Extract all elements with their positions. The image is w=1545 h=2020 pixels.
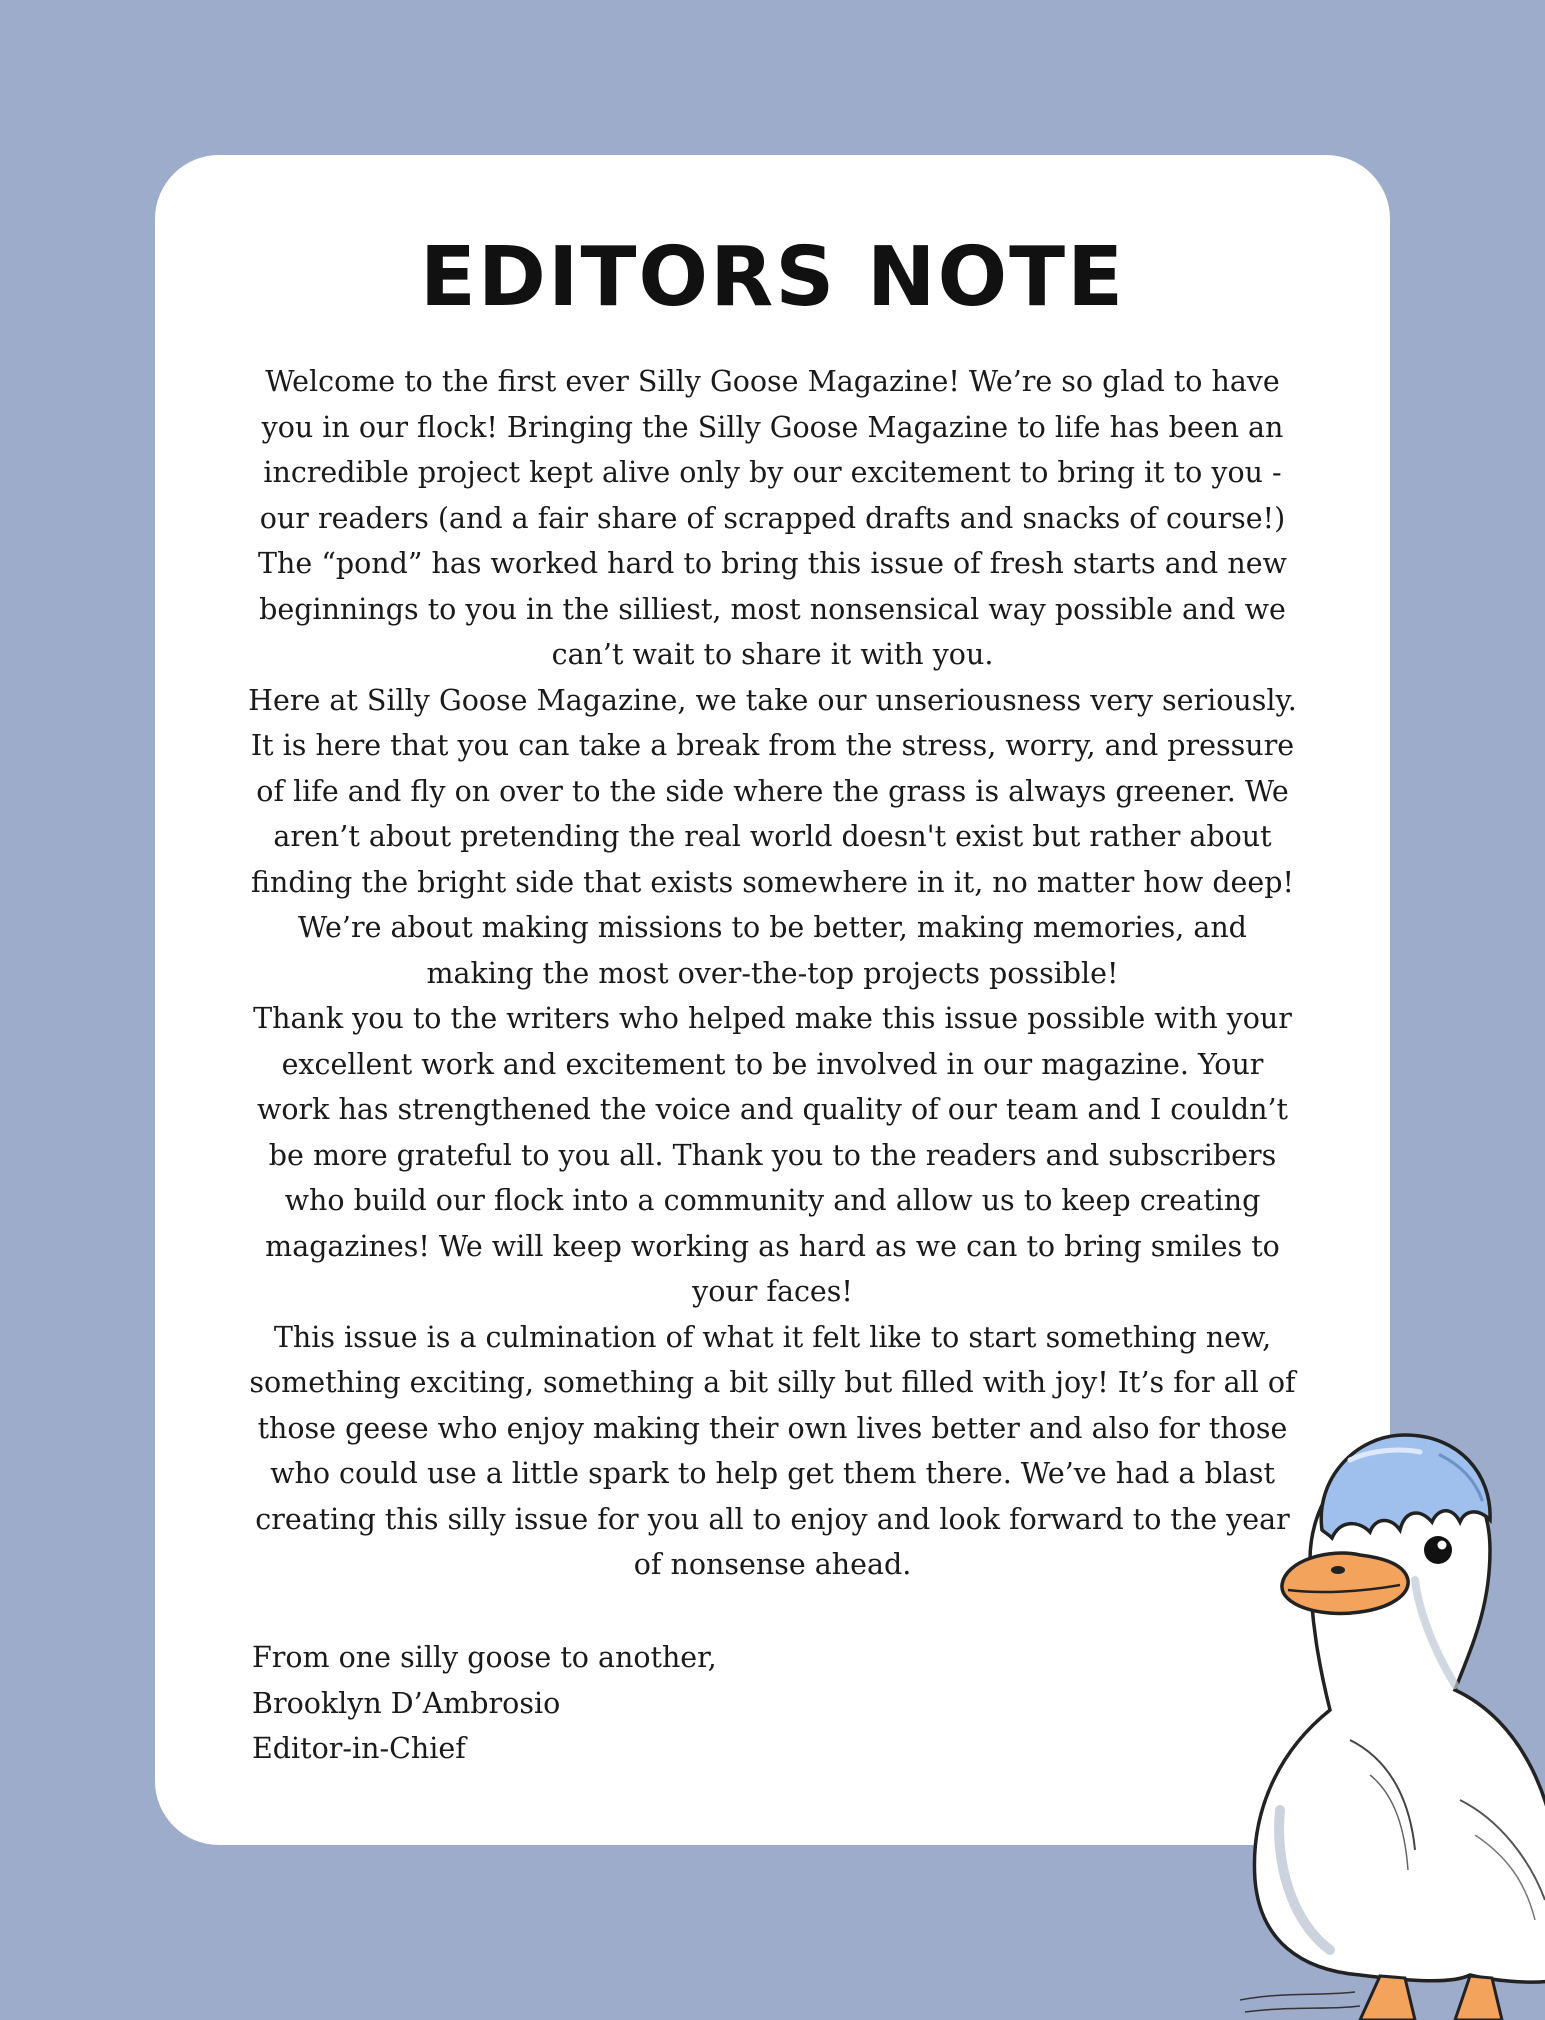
note-body: [245, 359, 1300, 1588]
goose-illustration: [1240, 1380, 1545, 2020]
paragraph-thanks: Thank you to the writers who helped make this issue possible with your excellent work and excitement to be involved in our magazine. Your work has strengthened the voice and quality of our team and I couldn’t be more grateful to you all. Thank you to the readers and subscribers who build our flock into a community and allow us to keep creating magazines! We will keep working as hard as we can to bring smiles to your faces!: [253, 1002, 1292, 1308]
page-title: EDITORS NOTE: [419, 230, 1126, 325]
note-card: [155, 155, 1390, 1845]
signoff-closing: From one silly goose to another,: [252, 1641, 717, 1674]
goose-eye: [1424, 1536, 1452, 1564]
signoff: [252, 1635, 717, 1772]
goose-foot: [1360, 1976, 1415, 2020]
signoff-name: Brooklyn D’Ambrosio: [252, 1686, 561, 1720]
goose-beak: [1282, 1553, 1408, 1613]
paragraph-issue: This issue is a culmination of what it felt like to start something new, something exciting, something a bit silly but filled with joy! It’s for all of those geese who enjoy making their own lives better and also for those who could use a little spark to help get them there. We’ve had a blast creating this silly issue for you all to enjoy and look forward to the year of nonsense ahead.: [249, 1320, 1296, 1581]
signoff-role: Editor-in-Chief: [252, 1732, 466, 1765]
paragraph-mission: Here at Silly Goose Magazine, we take our unseriousness very seriously. It is here that you can take a break from the stress, worry, and pressure of life and fly on over to the side where the grass is always greener. We aren’t about pretending the real world doesn't exist but rather about finding the bright side that exists somewhere in it, no matter how deep! We’re about making missions to be better, making memories, and making the most over-the-top projects possible!: [248, 683, 1297, 990]
paragraph-welcome: Welcome to the first ever Silly Goose Magazine! We’re so glad to have you in our flock! Bringing the Silly Goose Magazine to life has been an incredible project kept alive only by our excitement to bring it to you - our readers (and a fair share of scrapped drafts and snacks of course!) The “pond” has worked hard to bring this issue of fresh starts and new beginnings to you in the silliest, most nonsensical way possible and we can’t wait to share it with you.: [258, 365, 1287, 671]
